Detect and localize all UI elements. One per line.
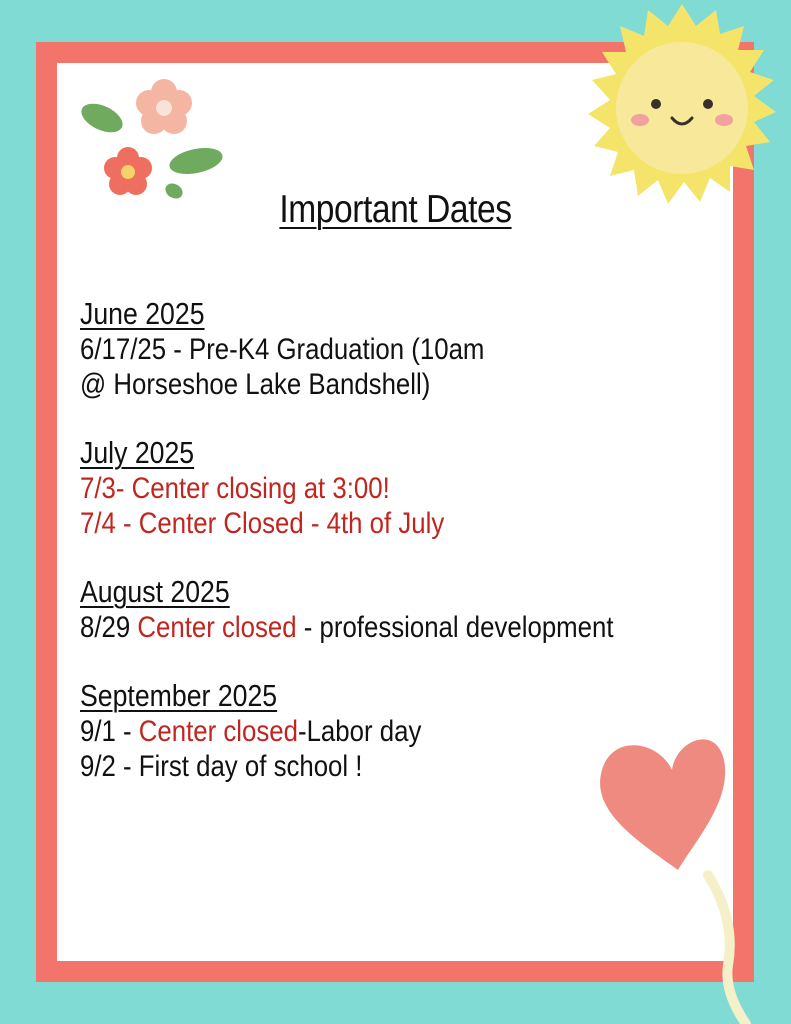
closed-highlight: Center closed bbox=[138, 715, 298, 748]
month-heading: July 2025 bbox=[80, 435, 195, 470]
page-title: Important Dates bbox=[279, 188, 512, 231]
date-entry-prefix: 9/1 - bbox=[80, 715, 139, 748]
date-entry: 7/4 - Center Closed - 4th of July bbox=[80, 507, 445, 540]
month-section-september bbox=[80, 678, 630, 784]
flower-icon bbox=[76, 78, 226, 204]
date-entry-suffix: - professional development bbox=[296, 611, 614, 644]
date-entry-suffix: -Labor day bbox=[297, 715, 422, 748]
month-heading: June 2025 bbox=[80, 296, 205, 331]
date-entry: 7/3- Center closing at 3:00! bbox=[80, 472, 390, 505]
sun-icon bbox=[568, 0, 790, 220]
date-entry: 6/17/25 - Pre-K4 Graduation (10am bbox=[80, 333, 485, 366]
month-heading: August 2025 bbox=[80, 574, 230, 609]
date-entry bbox=[80, 714, 630, 749]
month-section-june bbox=[80, 296, 630, 402]
dates-list bbox=[80, 296, 630, 817]
date-entry: 9/2 - First day of school ! bbox=[80, 750, 363, 783]
month-section-august bbox=[80, 574, 630, 645]
date-entry: @ Horseshoe Lake Bandshell) bbox=[80, 368, 431, 401]
closed-highlight: Center closed bbox=[137, 611, 297, 644]
date-entry bbox=[80, 610, 630, 645]
month-section-july bbox=[80, 435, 630, 541]
month-heading: September 2025 bbox=[80, 678, 278, 713]
date-entry-prefix: 8/29 bbox=[80, 611, 138, 644]
